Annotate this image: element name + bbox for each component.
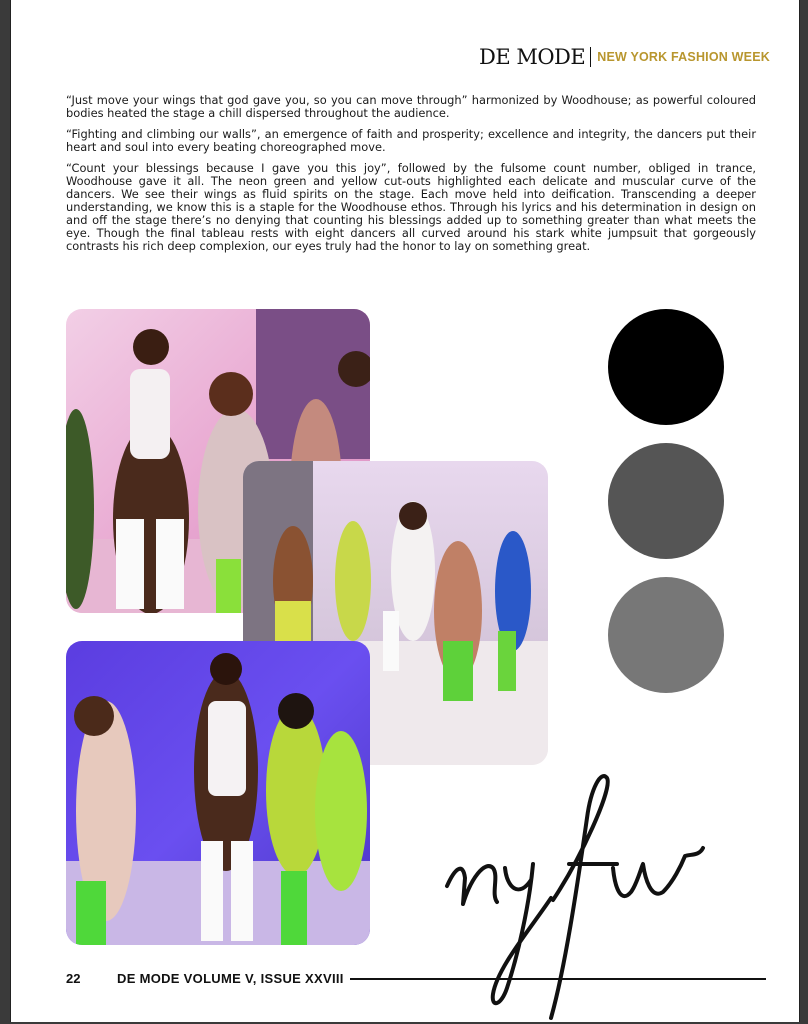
runway-photo-3 [66,641,370,945]
section-title: NEW YORK FASHION WEEK [597,50,770,64]
de-mode-logo: DE MODE [479,45,586,69]
nyfw-script-signature [441,768,761,1024]
color-swatch-dark-gray [608,443,724,559]
article-paragraph: “Just move your wings that god gave you, so you can move through” harmonized by Woodhouse; as powerful coloured bodies heated the stage a chill dispersed throughout the audience. [66,93,756,120]
masthead-divider [590,47,591,67]
article-body [66,94,756,261]
masthead [479,44,770,70]
article-paragraph: “Fighting and climbing our walls”, an emergence of faith and prosperity; excellence and integrity, the dancers put their heart and soul into every beating choreographed move. [66,127,756,154]
article-paragraph: “Count your blessings because I gave you this joy”, followed by the fulsome count number, obliged in trance, Woodhouse gave it all. The neon green and yellow cut-outs highlighted each delicate and muscular curve of the dancers. We see their wings as fluid spirits on the stage. Each move held into deification. Transcending a deeper understanding, we know this is a staple for the Woodhouse ethos. Through his lyrics and his determination in design on and off the stage there’s no denying that counting his blessings added up to something greater than what meets the eye. Though the final tableau rests with eight dancers all curved around his stark white jumpsuit that gorgeously contrasts his rich deep complexion, our eyes truly had the honor to lay on something great. [66,161,756,253]
color-swatch-gray [608,577,724,693]
page-number: 22 [66,971,81,986]
issue-label: DE MODE VOLUME V, ISSUE XXVIII [117,971,344,986]
footer-rule [350,978,766,980]
color-swatch-black [608,309,724,425]
magazine-page [10,0,800,1022]
